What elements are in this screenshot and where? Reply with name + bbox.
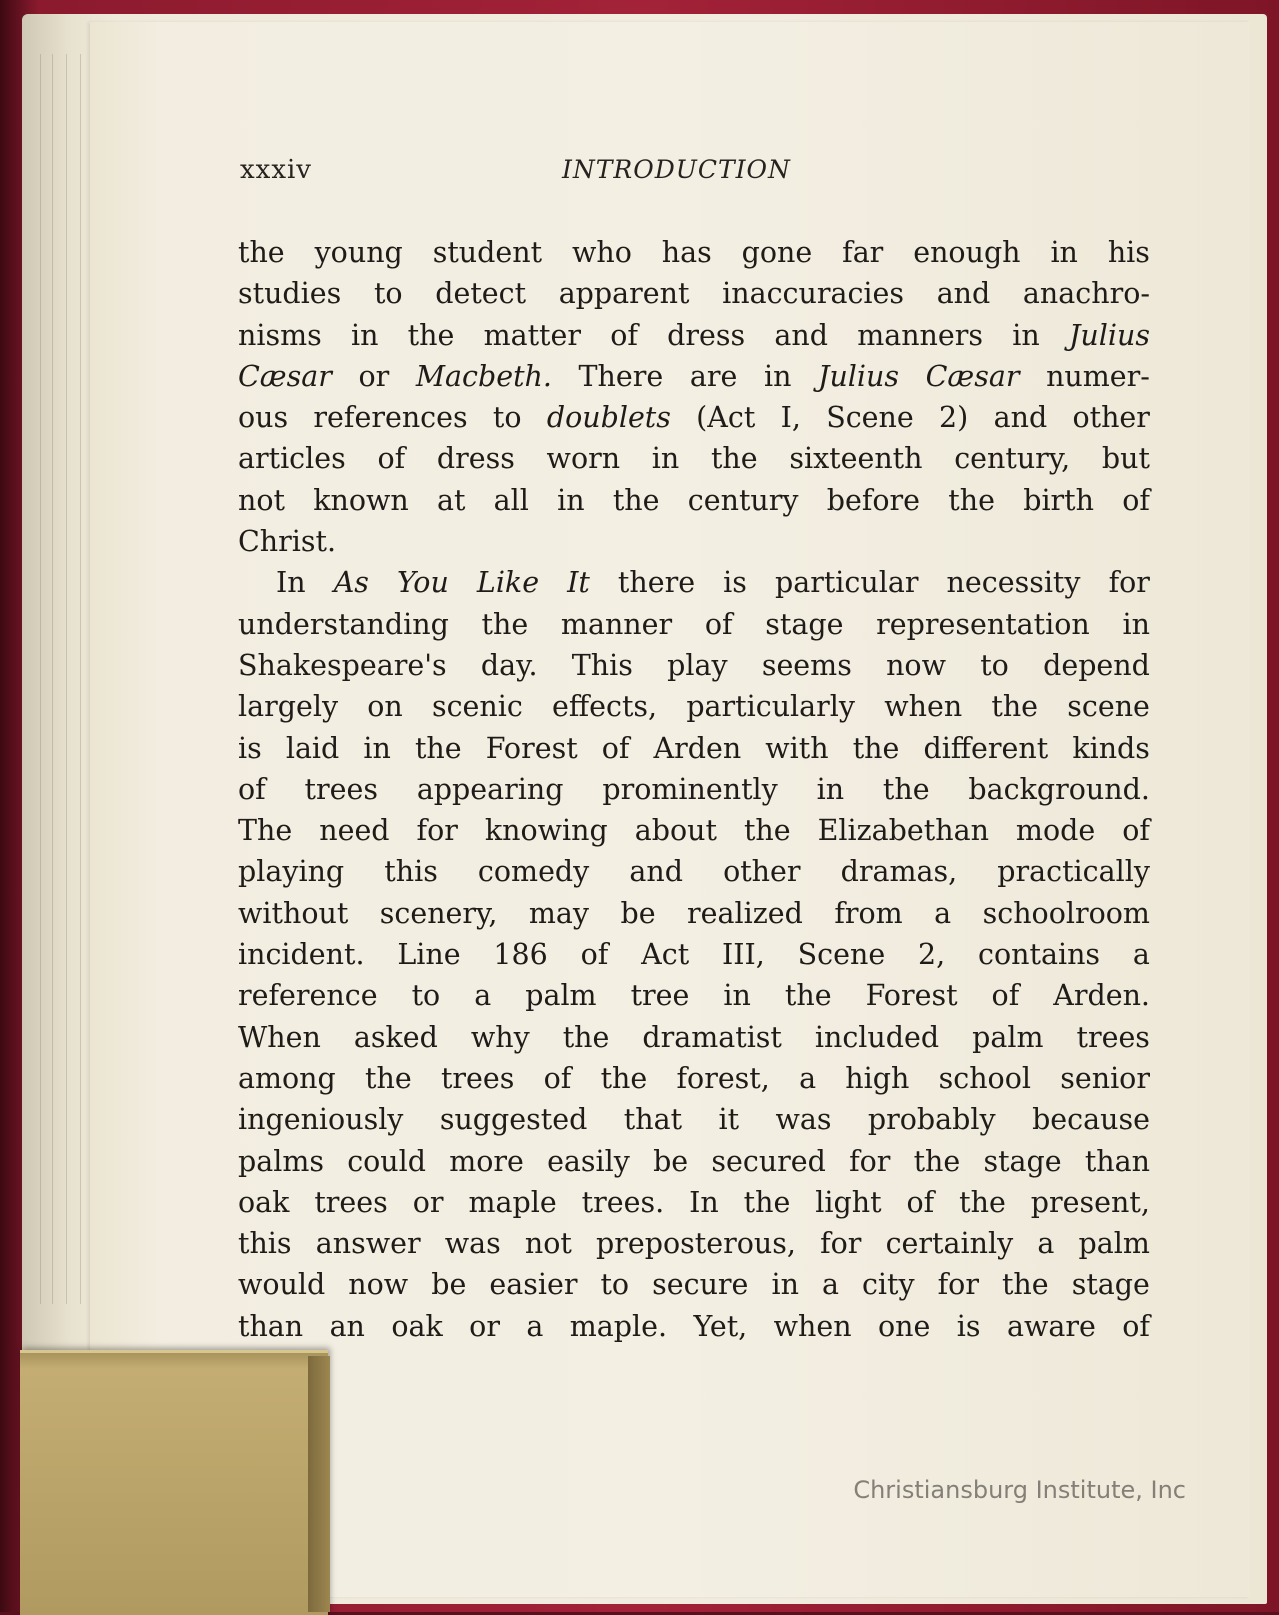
word: student (432, 236, 543, 269)
text-line (238, 356, 1150, 397)
word: of (1122, 1309, 1150, 1343)
word: his (1107, 236, 1150, 269)
word: (Act (696, 401, 756, 435)
word: You (396, 566, 449, 600)
word: playing (238, 855, 345, 889)
word: suggested (439, 1103, 588, 1137)
word: incident. (238, 938, 365, 972)
word: for (416, 814, 458, 848)
word: all (493, 483, 529, 517)
word: day. (480, 648, 538, 682)
word: a (474, 979, 492, 1013)
word: Cæsar (925, 359, 1020, 393)
word: 186 (493, 938, 548, 972)
word: to (492, 401, 522, 435)
text-line (238, 934, 1150, 975)
word: palm (1078, 1227, 1150, 1261)
word: century (687, 483, 799, 517)
text-line (238, 521, 1150, 562)
word: present, (1030, 1185, 1150, 1219)
word: effects, (552, 690, 658, 724)
word: scene (1067, 690, 1150, 724)
word: palm (972, 1020, 1044, 1054)
word: than (1084, 1144, 1150, 1178)
word: and (993, 401, 1048, 435)
text-line (238, 397, 1150, 438)
text-line (238, 1182, 1150, 1223)
word: more (449, 1144, 524, 1178)
word: Cæsar (238, 359, 332, 393)
word: 2, (918, 938, 946, 972)
word: kinds (1072, 731, 1150, 765)
word: Arden. (1053, 979, 1150, 1013)
word: prominently (602, 772, 778, 806)
word: schoolroom (982, 896, 1150, 930)
word: or (469, 1309, 500, 1343)
word: not (524, 1227, 572, 1261)
word: sixteenth (789, 442, 923, 476)
word: inaccuracies (722, 277, 905, 311)
word: about (634, 814, 717, 848)
word: studies (238, 277, 342, 311)
word: is (723, 566, 747, 600)
word: This (571, 648, 633, 682)
word: in (816, 772, 845, 806)
word: mode (1015, 814, 1096, 848)
word: apparent (558, 277, 690, 311)
word: but (1101, 442, 1150, 476)
word: Scene (826, 401, 914, 435)
word: school (938, 1061, 1031, 1095)
word: Arden (653, 731, 742, 765)
word: the (948, 483, 995, 517)
word: detect (435, 277, 527, 311)
word: that (623, 1103, 683, 1137)
word: manner (560, 607, 673, 641)
word: before (826, 483, 921, 517)
text-line (238, 893, 1150, 934)
word: a (1132, 938, 1150, 972)
word: The (238, 814, 293, 848)
word: now (348, 1268, 409, 1302)
word: Yet, (693, 1309, 748, 1343)
page-edge-line (40, 54, 41, 1304)
word: worn (546, 442, 621, 476)
text-line (238, 769, 1150, 810)
word: dress (436, 442, 515, 476)
text-line (238, 686, 1150, 727)
word: easily (547, 1144, 630, 1178)
word: stage (983, 1144, 1062, 1178)
word: when (773, 1309, 852, 1343)
word: dress (667, 318, 746, 352)
word: of (1122, 814, 1150, 848)
word: of (906, 1185, 935, 1219)
word: In (689, 1185, 719, 1219)
text-line (238, 273, 1150, 314)
word: Elizabethan (817, 814, 989, 848)
word: why (470, 1020, 530, 1054)
word: of (704, 607, 733, 641)
word: for (820, 1227, 862, 1261)
word: from (834, 896, 903, 930)
word: contains (978, 938, 1101, 972)
word: at (436, 483, 466, 517)
word: to (373, 277, 403, 311)
word: the (991, 690, 1039, 724)
running-head (240, 155, 1180, 195)
word: of (580, 938, 609, 972)
word: asked (353, 1020, 438, 1054)
word: ingeniously (238, 1103, 404, 1137)
word: As (333, 566, 369, 600)
word: particular (774, 566, 919, 600)
word: for (1108, 566, 1150, 600)
word: one (878, 1309, 931, 1343)
word: oak (391, 1309, 443, 1343)
word: was (775, 1103, 832, 1137)
word: in (771, 1268, 799, 1302)
word: forest, (676, 1061, 770, 1095)
word: included (814, 1020, 940, 1054)
word: of (1122, 483, 1150, 517)
page-edge-line (52, 54, 53, 1304)
word: trees (314, 1185, 388, 1219)
word: was (444, 1227, 501, 1261)
word: stage (765, 607, 844, 641)
word: far (842, 236, 884, 269)
word: anachro- (1022, 277, 1150, 311)
word: maple. (569, 1309, 668, 1343)
word: the (882, 772, 930, 806)
text-line (238, 1017, 1150, 1058)
word: easier (489, 1268, 578, 1302)
word: this (238, 1227, 292, 1261)
word: a (1037, 1227, 1055, 1261)
word: of (610, 318, 638, 352)
word: particularly (686, 690, 856, 724)
bookmark-card (20, 1350, 328, 1615)
word: aware (1006, 1309, 1096, 1343)
word: palms (238, 1144, 325, 1178)
word: with (765, 731, 829, 765)
word: in (1050, 236, 1078, 269)
word: or (358, 359, 390, 393)
word: are (689, 359, 738, 393)
bookmark-card-edge (308, 1356, 330, 1612)
page-number: xxxiv (240, 155, 312, 185)
word: enough (913, 236, 1021, 269)
word: answer (315, 1227, 421, 1261)
word: different (923, 731, 1049, 765)
word: be (653, 1144, 689, 1178)
word: scenic (431, 690, 523, 724)
word: articles (238, 442, 346, 476)
text-line (238, 438, 1150, 479)
word: Forest (865, 979, 958, 1013)
word: the (562, 1020, 610, 1054)
word: trees (1076, 1020, 1150, 1054)
word: realized (687, 896, 803, 930)
word: the (743, 1185, 791, 1219)
word: an (329, 1309, 365, 1343)
word: trees (440, 1061, 515, 1095)
word: and (629, 855, 683, 889)
word: in (1122, 607, 1150, 641)
word: and (936, 277, 991, 311)
word: Christ. (238, 525, 337, 559)
word: in (363, 731, 391, 765)
word: laid (285, 731, 340, 765)
word: the (600, 1061, 648, 1095)
word: be (431, 1268, 467, 1302)
word: this (384, 855, 438, 889)
word: other (1072, 401, 1150, 435)
word: would (238, 1268, 326, 1302)
word: not (238, 483, 285, 517)
word: comedy (477, 855, 590, 889)
word: the (710, 442, 758, 476)
word: of (991, 979, 1020, 1013)
text-line (238, 1099, 1150, 1140)
word: nisms (238, 318, 322, 352)
text-line (238, 480, 1150, 521)
word: need (319, 814, 390, 848)
word: largely (238, 690, 339, 724)
text-line (238, 1223, 1150, 1264)
word: high (845, 1061, 910, 1095)
word: Shakespeare's (238, 648, 447, 682)
word: for (849, 1144, 891, 1178)
word: city (861, 1268, 915, 1302)
word: for (937, 1268, 979, 1302)
word: oak (238, 1185, 290, 1219)
word: a (821, 1268, 839, 1302)
word: Julius (818, 359, 900, 393)
word: in (557, 483, 585, 517)
word: be (620, 896, 656, 930)
word: Macbeth. (415, 359, 552, 393)
word: the (1001, 1268, 1049, 1302)
word: without (238, 896, 349, 930)
word: doublets (546, 401, 671, 435)
word: young (314, 236, 403, 269)
word: than (238, 1309, 304, 1343)
word: to (411, 979, 441, 1013)
word: numer- (1046, 359, 1150, 393)
word: trees (304, 772, 378, 806)
word: trees. (581, 1185, 665, 1219)
word: could (347, 1144, 427, 1178)
word: I, (780, 401, 801, 435)
word: tree (630, 979, 690, 1013)
word: to (600, 1268, 630, 1302)
word: in (350, 318, 379, 352)
word: secure (652, 1268, 749, 1302)
page-edge-line (66, 54, 67, 1304)
word: a (934, 896, 952, 930)
page-edge-line (80, 54, 81, 1304)
word: and (774, 318, 828, 352)
word: Forest (485, 731, 578, 765)
text-line (238, 645, 1150, 686)
word: representation (876, 607, 1090, 641)
word: dramatist (642, 1020, 782, 1054)
word: the (743, 814, 791, 848)
word: Scene (797, 938, 886, 972)
text-line (238, 810, 1150, 851)
word: who (571, 236, 632, 269)
word: ous (238, 401, 289, 435)
word: It (567, 566, 590, 600)
text-line (238, 315, 1150, 356)
word: Line (397, 938, 461, 972)
text-line (238, 1141, 1150, 1182)
word: senior (1060, 1061, 1150, 1095)
text-line (238, 1306, 1150, 1347)
word: scenery, (379, 896, 498, 930)
word: the (959, 1185, 1006, 1219)
word: century, (954, 442, 1071, 476)
word: a (799, 1061, 817, 1095)
word: of (601, 731, 630, 765)
word: there (617, 566, 696, 600)
word: references (313, 401, 468, 435)
text-line (238, 232, 1150, 273)
word: background. (968, 772, 1150, 806)
word: the (365, 1061, 412, 1095)
text-line (238, 604, 1150, 645)
word: appearing (416, 772, 564, 806)
word: now (886, 648, 946, 682)
text-line (238, 728, 1150, 769)
word: the (852, 731, 900, 765)
word: gone (741, 236, 813, 269)
word: maple (468, 1185, 557, 1219)
text-line (238, 975, 1150, 1016)
word: it (718, 1103, 740, 1137)
word: birth (1023, 483, 1094, 517)
word: on (367, 690, 403, 724)
watermark: Christiansburg Institute, Inc (853, 1476, 1186, 1504)
word: the (612, 483, 660, 517)
word: When (238, 1020, 321, 1054)
running-title: INTRODUCTION (562, 155, 791, 184)
word: reference (238, 979, 378, 1013)
word: of (238, 772, 266, 806)
word: other (723, 855, 801, 889)
word: is (956, 1309, 981, 1343)
word: of (543, 1061, 572, 1095)
text-line (238, 1264, 1150, 1305)
word: dramas, (840, 855, 958, 889)
word: manners (857, 318, 984, 352)
word: in (723, 979, 751, 1013)
word: depend (1043, 648, 1150, 682)
word: may (528, 896, 590, 930)
word: III, (721, 938, 765, 972)
word: in (1012, 318, 1040, 352)
word: known (313, 483, 409, 517)
word: is (238, 731, 262, 765)
word: of (377, 442, 406, 476)
word: the (784, 979, 832, 1013)
word: probably (867, 1103, 996, 1137)
word: Like (476, 566, 540, 600)
word: a (526, 1309, 544, 1343)
text-line (238, 851, 1150, 892)
word: the (414, 731, 462, 765)
word: among (238, 1061, 336, 1095)
word: practically (997, 855, 1150, 889)
word: knowing (484, 814, 608, 848)
word: the (238, 236, 285, 269)
word: Julius (1068, 318, 1150, 352)
word: has (661, 236, 712, 269)
word: because (1032, 1103, 1150, 1137)
word: or (412, 1185, 444, 1219)
word: In (276, 566, 306, 600)
text-line (238, 562, 1150, 603)
word: the (407, 318, 455, 352)
word: the (481, 607, 529, 641)
word: stage (1071, 1268, 1150, 1302)
word: light (815, 1185, 882, 1219)
word: matter (483, 318, 581, 352)
word: in (763, 359, 792, 393)
word: secured (711, 1144, 826, 1178)
word: when (884, 690, 963, 724)
word: certainly (885, 1227, 1014, 1261)
word: preposterous, (596, 1227, 796, 1261)
word: play (667, 648, 728, 682)
word: understanding (238, 607, 449, 641)
word: 2) (939, 401, 969, 435)
word: necessity (946, 566, 1081, 600)
word: seems (761, 648, 852, 682)
word: There (578, 359, 664, 393)
word: to (980, 648, 1009, 682)
word: palm (525, 979, 597, 1013)
body-text (238, 232, 1150, 1347)
word: in (651, 442, 680, 476)
word: Act (641, 938, 690, 972)
text-line (238, 1058, 1150, 1099)
word: the (913, 1144, 961, 1178)
